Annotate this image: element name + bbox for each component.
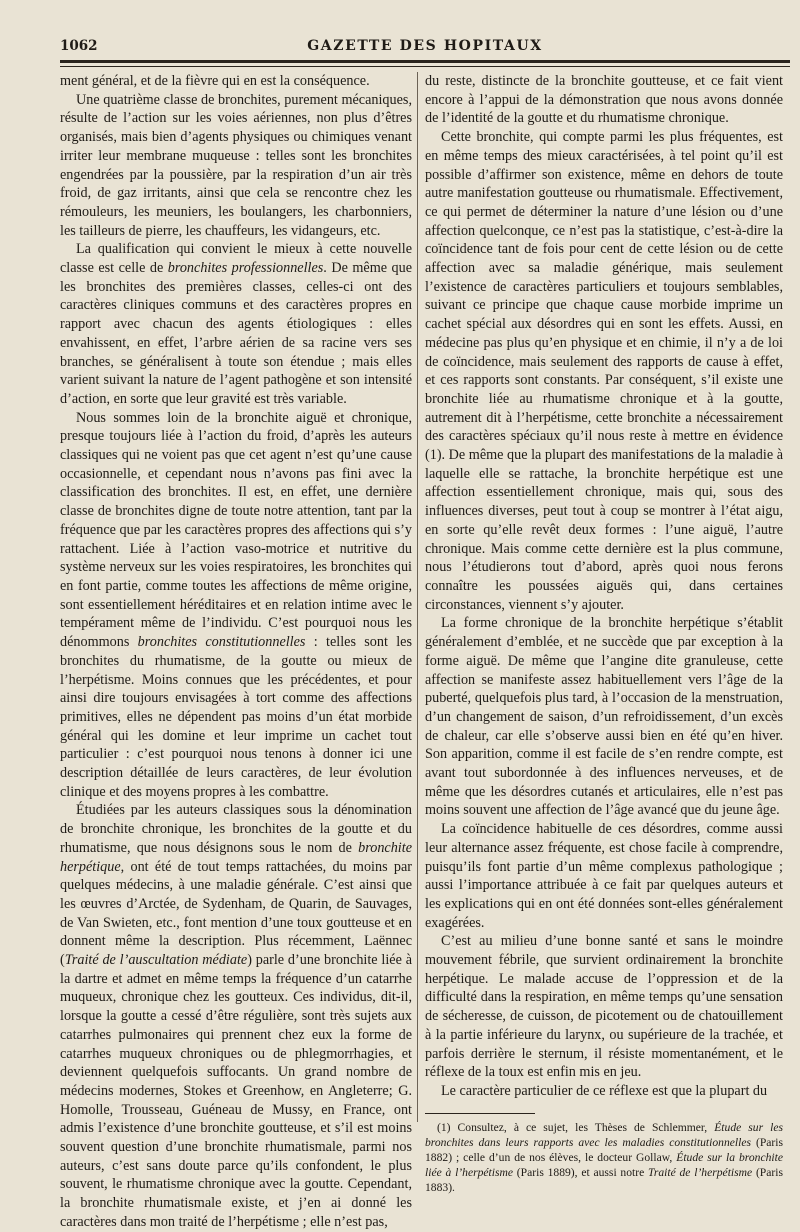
page-header xyxy=(60,38,790,58)
paragraph: La qualification qui convient le mieux à cette nouvelle classe est celle de bronchites professionnelles. De même que les bronchites des premières classes, celles-ci ont des caractères cliniques communs et des caractères propres en rapport avec chacun des agents étiologiques : elles envahissent, en effet, l’arbre aérien de sa racine vers ses branches, se généralisent à toute son étendue ; mais elles varient suivant la nature de l’agent pathogène et son intensité d’action, en sorte que leur gravité est très variable. xyxy=(60,241,412,407)
header-rule-thick xyxy=(60,60,790,63)
page-number: 1062 xyxy=(60,38,98,54)
footnote-rule xyxy=(425,1113,535,1114)
paragraph: La forme chronique de la bronchite herpétique s’établit généralement d’emblée, et ne succède que par exception à la forme aiguë. De même que l’angine dite granuleuse, cette affection se manifeste assez habituellement vers l’âge de la puberté, quelquefois plus tard, à l’occasion de la menstruation, d’un changement de saison, d’un refroidissement, d’un excès de chaleur, car elle s’observe aussi bien en été qu’en hiver. Son apparition, comme il est facile de s’en rendre compte, est avant tout subordonnée à des influences nerveuses, et de même que les désordres cutanés et articulaires, elle n’est pas moins souvent une affection de l’âge avancé que du jeune âge. xyxy=(425,615,783,819)
paragraph: Le caractère particulier de ce réflexe est que la plupart du xyxy=(441,1082,768,1099)
italic-term: bronchites professionnelles xyxy=(167,260,324,277)
header-rule-thin xyxy=(60,66,790,67)
paragraph: du reste, distincte de la bronchite goutteuse, et ce fait vient encore à l’appui de la démonstration que nous avons donnée de l’identité de la goutte et du rhumatisme chronique. xyxy=(425,73,783,127)
footnote xyxy=(425,1120,783,1195)
paragraph: C’est au milieu d’une bonne santé et sans le moindre mouvement fébrile, que survient ordinairement la bronchite herpétique. Le malade accuse de l’oppression et de la difficulté dans la respiration, en même temps qu’une sensation de sécheresse, de cuisson, de picotement ou de chatouillement à la partie inférieure du larynx, ou supérieure de la trachée, et parfois derrière le sternum, il résiste momentanément, et le réflexe de la toux est enfin mis en jeu. xyxy=(425,933,783,1081)
journal-title: GAZETTE DES HOPITAUX xyxy=(307,38,543,54)
paragraph: Étudiées par les auteurs classiques sous la dénomination de bronchite chronique, les bronchites de la goutte et du rhumatisme, que nous désignons sous le nom de bronchite herpétique, ont été de tout temps rattachées, du moins par quelques médecins, à une maladie générale. C’est ainsi que les œuvres d’Arctée, de Sydenham, de Quarin, de Sauvages, de Van Swieten, etc., font mention d’une toux goutteuse et en donnent même la description. Plus récemment, Laënnec (Traité de l’auscultation médiate) parle d’une bronchite liée à la dartre et admet en même temps la fréquence d’un catarrhe muqueux, chronique chez les goutteux. Ces individus, dit-il, lorsque la goutte a cessé d’être régulière, sont très sujets aux catarrhes pulmonaires qui prennent chez eux la forme de catarrhes muqueux chroniques ou de phlegmorrhagies, et deviennent quelquefois suffocants. Un grand nombre de médecins modernes, Stokes et Greenhow, en Angleterre; G. Homolle, Trousseau, Guéneau de Mussy, en France, ont admis l’existence d’une bronchite goutteuse, et s’il est moins souvent question d’une bronchite rhumatismale, parmi nos auteurs, c’est sans doute parce qu’ils confondent, le plus souvent, le rhumatisme chronique avec la goutte. Cependant, la bronchite rhumatismale existe, et j’en ai donné les caractères dans mon traité de l’herpétisme ; elle n’est pas, xyxy=(60,802,413,1230)
column-divider xyxy=(417,72,418,1122)
paragraph: La coïncidence habituelle de ces désordres, comme aussi leur alternance assez fréquente, est chose facile à comprendre, puisqu’ils font partie d’un même complexus pathologique ; aussi l’importance attribuée à ce fait par quelques auteurs et les explications qui en ont été données sont-elles généralement exagérées. xyxy=(425,821,783,931)
right-column xyxy=(425,72,783,1195)
paragraph: ment général, et de la fièvre qui en est la conséquence. xyxy=(60,73,370,89)
italic-term: bronchite herpétique xyxy=(60,839,412,875)
footnote-text: (1) Consultez, à ce sujet, les Thèses de Schlemmer, Étude sur les bronchites dans leurs rapports avec les maladies constitutionnelles (Paris 1882) ; celle d’un de nos élèves, le docteur Gollaw, Étude sur la bronchite liée à l’herpétisme (Paris 1889), et aussi notre Traité de l’herpétisme (Paris 1883). xyxy=(425,1120,784,1194)
italic-term: bronchites constitutionnelles xyxy=(137,634,306,651)
paragraph: Une quatrième classe de bronchites, purement mécaniques, résulte de l’action sur les voies aériennes, non plus d’êtres organisés, mais bien d’agents physiques ou chimiques venant irriter leur membrane muqueuse : telles sont les bronchites engendrées par la poussière, par la respiration d’un air très froid, de gaz irritants, ainsi que cela se rencontre chez les rémouleurs, les meuniers, les boulangers, les charbonniers, les tailleurs de pierre, les chauffeurs, les vidangeurs, etc. xyxy=(60,91,412,239)
paragraph: Nous sommes loin de la bronchite aiguë et chronique, presque toujours liée à l’action du froid, d’après les auteurs classiques qui ne voient pas que cet agent n’est qu’une cause occasionnelle, et cependant nous n’avons pas fini avec la classification des bronchites. Il est, en effet, une dernière classe de bronchites digne de toute notre attention, tant par la fréquence que par les caractères propres des affections qui s’y rattachent. Liée à l’action vaso-motrice et nutritive du système nerveux sur les voies respiratoires, les bronchites qui en font partie, comme toutes les affections de même origine, sont essentiellement héréditaires et en relation intime avec le tempérament même de l’individu. C’est pourquoi nous les dénommons bronchites constitutionnelles : telles sont les bronchites du rhumatisme, de la goutte ou mieux de l’herpétisme. Moins connues que les précédentes, et pour ainsi dire toujours envisagées à tort comme des affections primitives, elles ne dépendent pas moins d’un état morbide général qui les domine et leur imprime un cachet tout particulier : c’est pourquoi nous tenons à donner ici une description détaillée de leurs caractères, de leur évolution clinique et des moyens propres à les combattre. xyxy=(60,409,412,800)
paragraph: Cette bronchite, qui compte parmi les plus fréquentes, est en même temps des mieux caractérisées, à tel point qu’il est possible d’affirmer son existence, même en dehors de toute autre manifestation goutteuse ou rhumatismale. Effectivement, ce qui permet de déterminer la nature d’une lésion ou d’une affection quelconque, ce n’est pas la statistique, c’est-à-dire la coïncidence tant de fois pour cent de cette lésion ou de cette affection avec sa maladie générique, mais seulement l’existence de caractères particuliers et toujours semblables, suivant ce principe que chaque cause morbide imprime un cachet spécial aux désordres qui en sont les effets. Aussi, en médecine pas plus qu’en physique et en chimie, il n’y a de loi de coïncidence, mais seulement des rapports de cause à effet, et ces rapports sont constants. Par conséquent, s’il existe une bronchite liée au rhumatisme chronique et à la goutte, autrement dit à l’herpétisme, cette bronchite a nécessairement des caractères spéciaux qu’il nous reste à mettre en évidence (1). De même que la plupart des manifestations de la maladie à laquelle elle se rattache, la bronchite herpétique est une affection essentiellement chronique, mais qui, sous des influences diverses, peut tout à coup se montrer à l’état aigu, en sorte qu’elle revêt deux formes : l’une aiguë, l’autre chronique. Mais comme cette dernière est la plus commune, nous l’étudierons tout d’abord, après quoi nous ferons connaître les poussées aiguës qui, dans certaines circonstances, viennent s’y ajouter. xyxy=(425,129,783,613)
left-column xyxy=(60,72,412,1232)
italic-title: Traité de l’auscultation médiate xyxy=(64,952,248,969)
